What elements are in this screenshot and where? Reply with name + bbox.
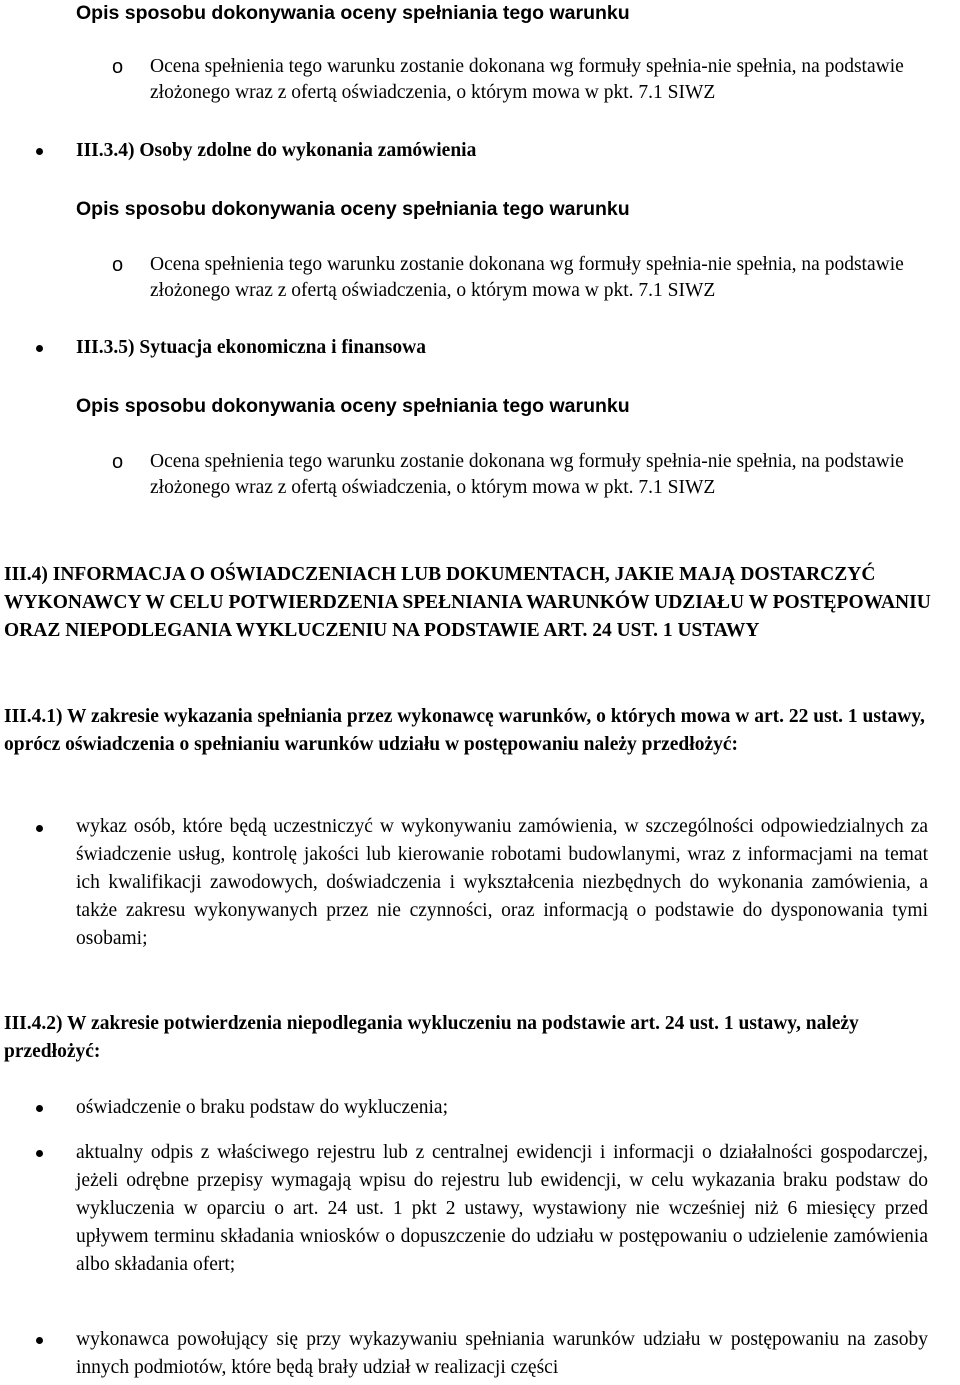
bullet-dot (36, 148, 43, 155)
section-heading-3-5: III.3.5) Sytuacja ekonomiczna i finansowa (76, 337, 426, 358)
list-marker-o: o (112, 254, 124, 276)
ocena-paragraph: Ocena spełnienia tego warunku zostanie dokonana wg formuły spełnia-nie spełnia, na podstawie złożonego wraz z ofertą oświadczenia, o którym mowa w pkt. 7.1 SIWZ (150, 56, 904, 103)
list-item: wykaz osób, które będą uczestniczyć w wykonywaniu zamówienia, w szczególności odpowiedzialnych za świadczenie usług, kontrolę jakości lub kierowanie robotami budowlanymi, wraz z informacjami na temat ich kwalifikacji zawodowych, doświadczenia i wykształcenia niezbędnych do wykonania zamówienia, a także zakresu wykonywanych przez nie czynności, oraz informacją o podstawie do dysponowania tymi osobami; (76, 816, 928, 949)
list-item: aktualny odpis z właściwego rejestru lub z centralnej ewidencji i informacji o działalności gospodarczej, jeżeli odrębne przepisy wymagają wpisu do rejestru lub ewidencji, w celu wykazania braku podstaw do wykluczenia w oparciu o art. 24 ust. 1 pkt 2 ustawy, wystawiony nie wcześniej niż 6 miesięcy przed upływem terminu składania wniosków o dopuszczenie do udziału w postępowaniu o udzielenie zamówienia albo składania ofert; (76, 1142, 928, 1275)
list-marker-o: o (112, 56, 124, 78)
bullet-dot (36, 1105, 43, 1112)
opis-heading: Opis sposobu dokonywania oceny spełniania tego warunku (76, 2, 630, 24)
section-title-3-4: III.4) INFORMACJA O OŚWIADCZENIACH LUB DOKUMENTACH, JAKIE MAJĄ DOSTARCZYĆ WYKONAWCY W CELU POTWIERDZENIA SPEŁNIANIA WARUNKÓW UDZIAŁU W POSTĘPOWANIU ORAZ NIEPODLEGANIA WYKLUCZENIU NA PODSTAWIE ART. 24 UST. 1 USTAWY (4, 564, 931, 641)
ocena-paragraph: Ocena spełnienia tego warunku zostanie dokonana wg formuły spełnia-nie spełnia, na podstawie złożonego wraz z ofertą oświadczenia, o którym mowa w pkt. 7.1 SIWZ (150, 254, 904, 301)
opis-heading: Opis sposobu dokonywania oceny spełniania tego warunku (76, 198, 630, 220)
bullet-dot (36, 1150, 43, 1157)
bullet-dot (36, 825, 43, 832)
section-heading-3-4: III.3.4) Osoby zdolne do wykonania zamówienia (76, 140, 477, 161)
list-item: wykonawca powołujący się przy wykazywaniu spełniania warunków udziału w postępowaniu na zasoby innych podmiotów, które będą brały udział w realizacji części (76, 1329, 928, 1378)
opis-heading: Opis sposobu dokonywania oceny spełniania tego warunku (76, 395, 630, 417)
bullet-dot (36, 345, 43, 352)
bullet-dot (36, 1337, 43, 1344)
subsection-heading-4-2: III.4.2) W zakresie potwierdzenia niepodlegania wykluczeniu na podstawie art. 24 ust. 1 ustawy, należy przedłożyć: (4, 1013, 859, 1062)
subsection-heading-4-1: III.4.1) W zakresie wykazania spełniania przez wykonawcę warunków, o których mowa w art. 22 ust. 1 ustawy, oprócz oświadczenia o spełnianiu warunków udziału w postępowaniu należy przedłożyć: (4, 706, 925, 755)
list-marker-o: o (112, 451, 124, 473)
ocena-paragraph: Ocena spełnienia tego warunku zostanie dokonana wg formuły spełnia-nie spełnia, na podstawie złożonego wraz z ofertą oświadczenia, o którym mowa w pkt. 7.1 SIWZ (150, 451, 904, 498)
list-item: oświadczenie o braku podstaw do wykluczenia; (76, 1097, 449, 1118)
